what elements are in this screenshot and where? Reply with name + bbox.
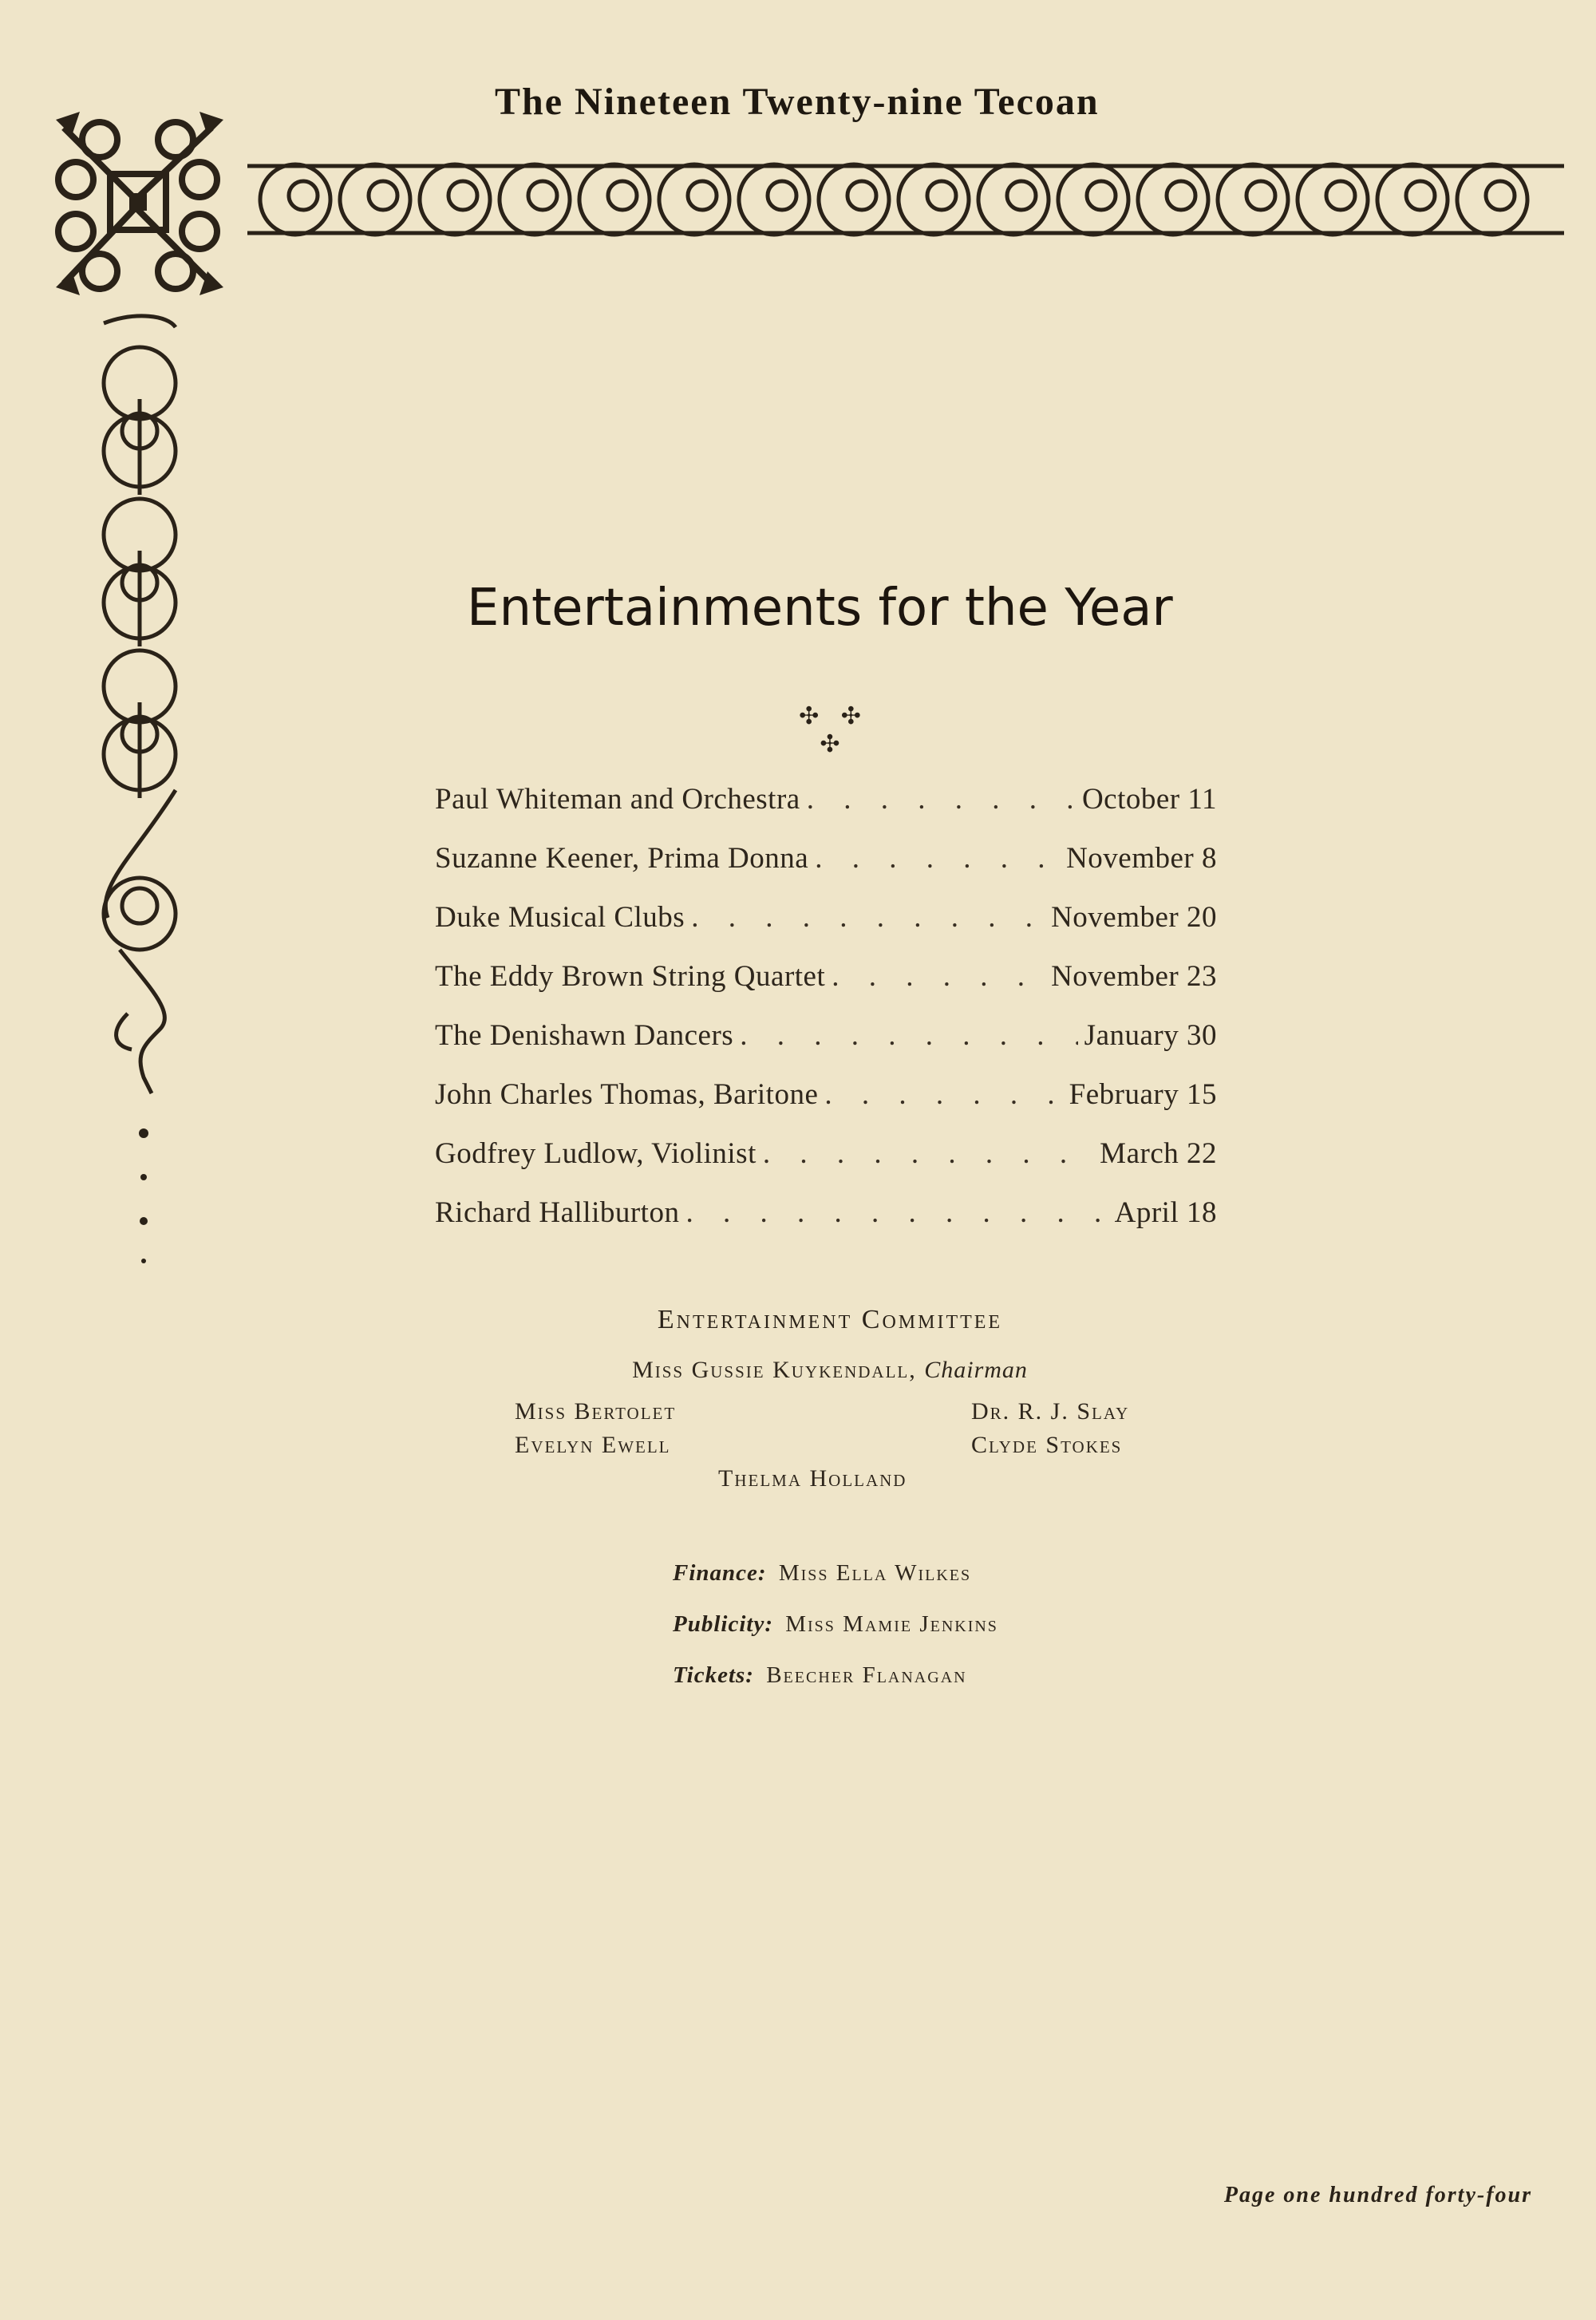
event-date: January 30 (1084, 1019, 1217, 1052)
dot-leader (807, 782, 1076, 816)
event-date: April 18 (1114, 1196, 1217, 1229)
list-item (435, 1077, 1217, 1136)
chairman-role: Chairman (924, 1357, 1028, 1383)
subcommittee-name: Miss Ella Wilkes (778, 1560, 972, 1586)
list-item (435, 959, 1217, 1018)
subcommittee-label: Publicity: (673, 1611, 773, 1637)
fleuron-ornament: ✣ ✣ ✣ (799, 703, 869, 757)
committee-member: Clyde Stokes (971, 1432, 1123, 1458)
list-item (673, 1611, 998, 1662)
subcommittee-label: Finance: (673, 1560, 767, 1586)
side-dots-ornament (132, 1121, 156, 1281)
event-name: Paul Whiteman and Orchestra (435, 783, 800, 816)
dot-leader (824, 1077, 1062, 1112)
list-item (435, 900, 1217, 959)
committee-member: Evelyn Ewell (515, 1432, 671, 1458)
event-name: The Eddy Brown String Quartet (435, 960, 826, 993)
dot-leader (763, 1136, 1093, 1171)
subcommittee-list (673, 1560, 998, 1713)
event-name: Suzanne Keener, Prima Donna (435, 842, 809, 875)
event-date: February 15 (1069, 1078, 1217, 1111)
event-list (435, 782, 1217, 1255)
committee-member: Thelma Holland (718, 1465, 907, 1492)
committee-member: Miss Bertolet (515, 1398, 677, 1425)
committee-chairman (479, 1357, 1181, 1384)
dot-leader (691, 900, 1045, 935)
event-date: November 20 (1051, 901, 1217, 934)
list-item (435, 782, 1217, 841)
list-item (435, 1196, 1217, 1255)
event-name: Godfrey Ludlow, Violinist (435, 1137, 757, 1170)
committee-member: Dr. R. J. Slay (971, 1398, 1130, 1425)
chairman-name: Miss Gussie Kuykendall, (632, 1357, 917, 1383)
subcommittee-name: Miss Mamie Jenkins (785, 1611, 998, 1637)
event-date: October 11 (1081, 783, 1217, 816)
subcommittee-name: Beecher Flanagan (766, 1662, 967, 1688)
event-date: March 22 (1100, 1137, 1217, 1170)
dot-leader (685, 1196, 1108, 1230)
corner-ornament (40, 104, 239, 303)
event-name: Richard Halliburton (435, 1196, 680, 1229)
page-title: Entertainments for the Year (467, 579, 1173, 638)
event-date: November 8 (1066, 842, 1217, 875)
event-date: November 23 (1051, 960, 1217, 993)
dot-leader (832, 959, 1045, 994)
list-item (435, 841, 1217, 900)
running-head: The Nineteen Twenty-nine Tecoan (495, 81, 1100, 123)
side-scroll-border (88, 311, 200, 1109)
list-item (673, 1560, 998, 1611)
dot-leader (740, 1018, 1077, 1053)
dot-leader (815, 841, 1060, 875)
committee-heading: Entertainment Committee (657, 1305, 1003, 1334)
page-number: Page one hundred forty-four (1223, 2183, 1532, 2207)
event-name: Duke Musical Clubs (435, 901, 685, 934)
event-name: The Denishawn Dancers (435, 1019, 734, 1052)
event-name: John Charles Thomas, Baritone (435, 1078, 819, 1111)
list-item (435, 1136, 1217, 1196)
list-item (435, 1018, 1217, 1077)
top-scroll-border (247, 152, 1564, 247)
list-item (673, 1662, 998, 1713)
subcommittee-label: Tickets: (673, 1662, 754, 1688)
